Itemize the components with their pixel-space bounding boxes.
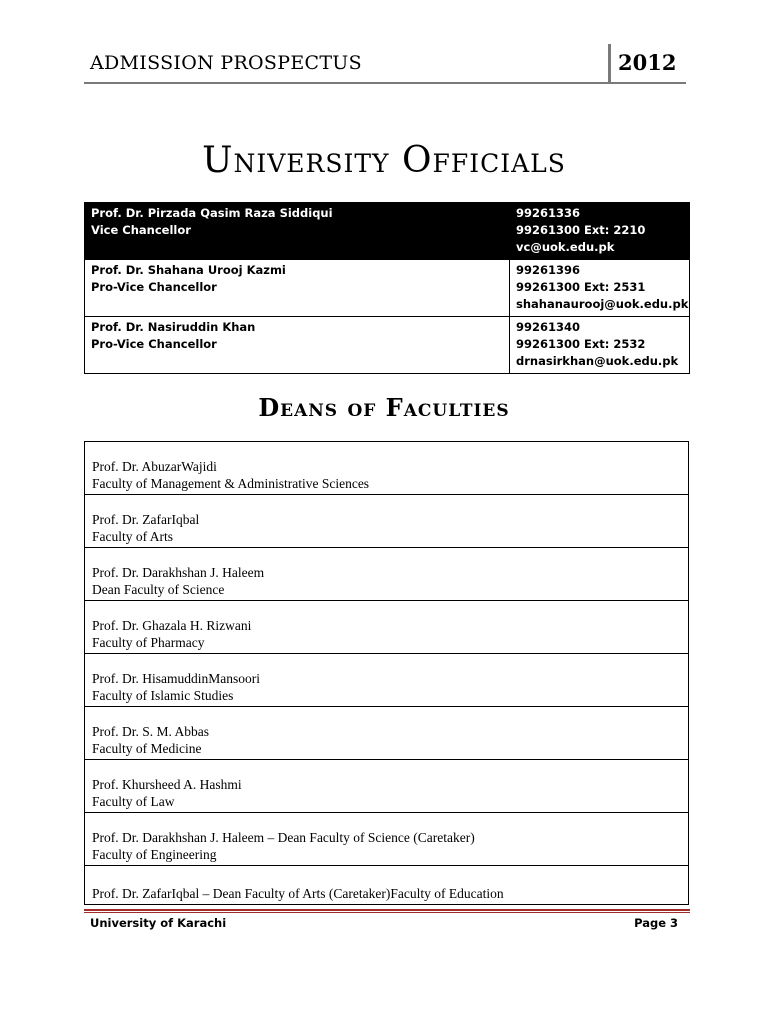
dean-cell — [85, 654, 689, 707]
official-ext: 99261300 Ext: 2531 — [516, 280, 646, 294]
official-role: Pro-Vice Chancellor — [91, 280, 217, 294]
official-email: drnasirkhan@uok.edu.pk — [516, 354, 679, 368]
dean-faculty: Faculty of Islamic Studies — [92, 688, 234, 703]
dean-cell — [85, 813, 689, 866]
dean-name: Prof. Dr. Darakhshan J. Haleem – Dean Faculty of Science (Caretaker) — [92, 830, 475, 845]
dean-name: Prof. Dr. ZafarIqbal — [92, 512, 200, 527]
official-role: Vice Chancellor — [91, 223, 191, 237]
header-year: 2012 — [618, 50, 677, 75]
dean-faculty: Faculty of Pharmacy — [92, 635, 205, 650]
dean-row — [85, 442, 689, 495]
official-email: vc@uok.edu.pk — [516, 240, 615, 254]
footer-rule — [84, 909, 690, 911]
dean-name: Prof. Dr. HisamuddinMansoori — [92, 671, 260, 686]
official-ext: 99261300 Ext: 2532 — [516, 337, 646, 351]
dean-cell — [85, 760, 689, 813]
official-contact-cell — [510, 260, 690, 317]
official-phone: 99261340 — [516, 320, 581, 334]
officials-heading: University Officials — [202, 140, 566, 181]
official-ext: 99261300 Ext: 2210 — [516, 223, 646, 237]
footer-page-number: Page 3 — [634, 916, 678, 930]
official-name: Prof. Dr. Nasiruddin Khan — [91, 320, 256, 334]
deans-heading: Deans of Faculties — [258, 393, 510, 422]
dean-row — [85, 866, 689, 905]
official-contact-cell — [510, 317, 690, 374]
dean-faculty: Dean Faculty of Science — [92, 582, 225, 597]
dean-cell — [85, 548, 689, 601]
dean-faculty: Faculty of Engineering — [92, 847, 217, 862]
official-phone: 99261396 — [516, 263, 581, 277]
dean-cell — [85, 601, 689, 654]
dean-cell — [85, 707, 689, 760]
dean-row — [85, 548, 689, 601]
dean-row — [85, 495, 689, 548]
official-role: Pro-Vice Chancellor — [91, 337, 217, 351]
official-row — [85, 260, 690, 317]
page-header — [84, 44, 686, 84]
official-name-cell — [85, 317, 510, 374]
official-row — [85, 317, 690, 374]
official-name: Prof. Dr. Shahana Urooj Kazmi — [91, 263, 286, 277]
official-phone: 99261336 — [516, 206, 581, 220]
dean-name: Prof. Dr. ZafarIqbal – Dean Faculty of Arts (Caretaker)Faculty of Education — [92, 886, 504, 901]
dean-row — [85, 654, 689, 707]
dean-row — [85, 707, 689, 760]
footer-rule — [84, 912, 690, 913]
dean-name: Prof. Dr. AbuzarWajidi — [92, 459, 217, 474]
dean-name: Prof. Dr. S. M. Abbas — [92, 724, 210, 739]
dean-faculty: Faculty of Medicine — [92, 741, 202, 756]
dean-faculty: Faculty of Management & Administrative Sciences — [92, 476, 370, 491]
dean-row — [85, 813, 689, 866]
dean-faculty: Faculty of Arts — [92, 529, 173, 544]
dean-cell — [85, 866, 689, 905]
dean-row — [85, 760, 689, 813]
official-name-cell — [85, 203, 510, 260]
dean-name: Prof. Dr. Ghazala H. Rizwani — [92, 618, 252, 633]
dean-cell — [85, 495, 689, 548]
official-contact-cell — [510, 203, 690, 260]
dean-cell — [85, 442, 689, 495]
officials-table — [84, 202, 690, 374]
deans-table — [84, 441, 689, 905]
dean-faculty: Faculty of Law — [92, 794, 175, 809]
header-divider — [608, 44, 611, 82]
header-title: ADMISSION PROSPECTUS — [90, 52, 362, 74]
dean-name: Prof. Khursheed A. Hashmi — [92, 777, 242, 792]
dean-row — [85, 601, 689, 654]
official-email: shahanaurooj@uok.edu.pk — [516, 297, 689, 311]
footer-university: University of Karachi — [90, 916, 227, 930]
official-row — [85, 203, 690, 260]
official-name-cell — [85, 260, 510, 317]
dean-name: Prof. Dr. Darakhshan J. Haleem — [92, 565, 265, 580]
official-name: Prof. Dr. Pirzada Qasim Raza Siddiqui — [91, 206, 333, 220]
